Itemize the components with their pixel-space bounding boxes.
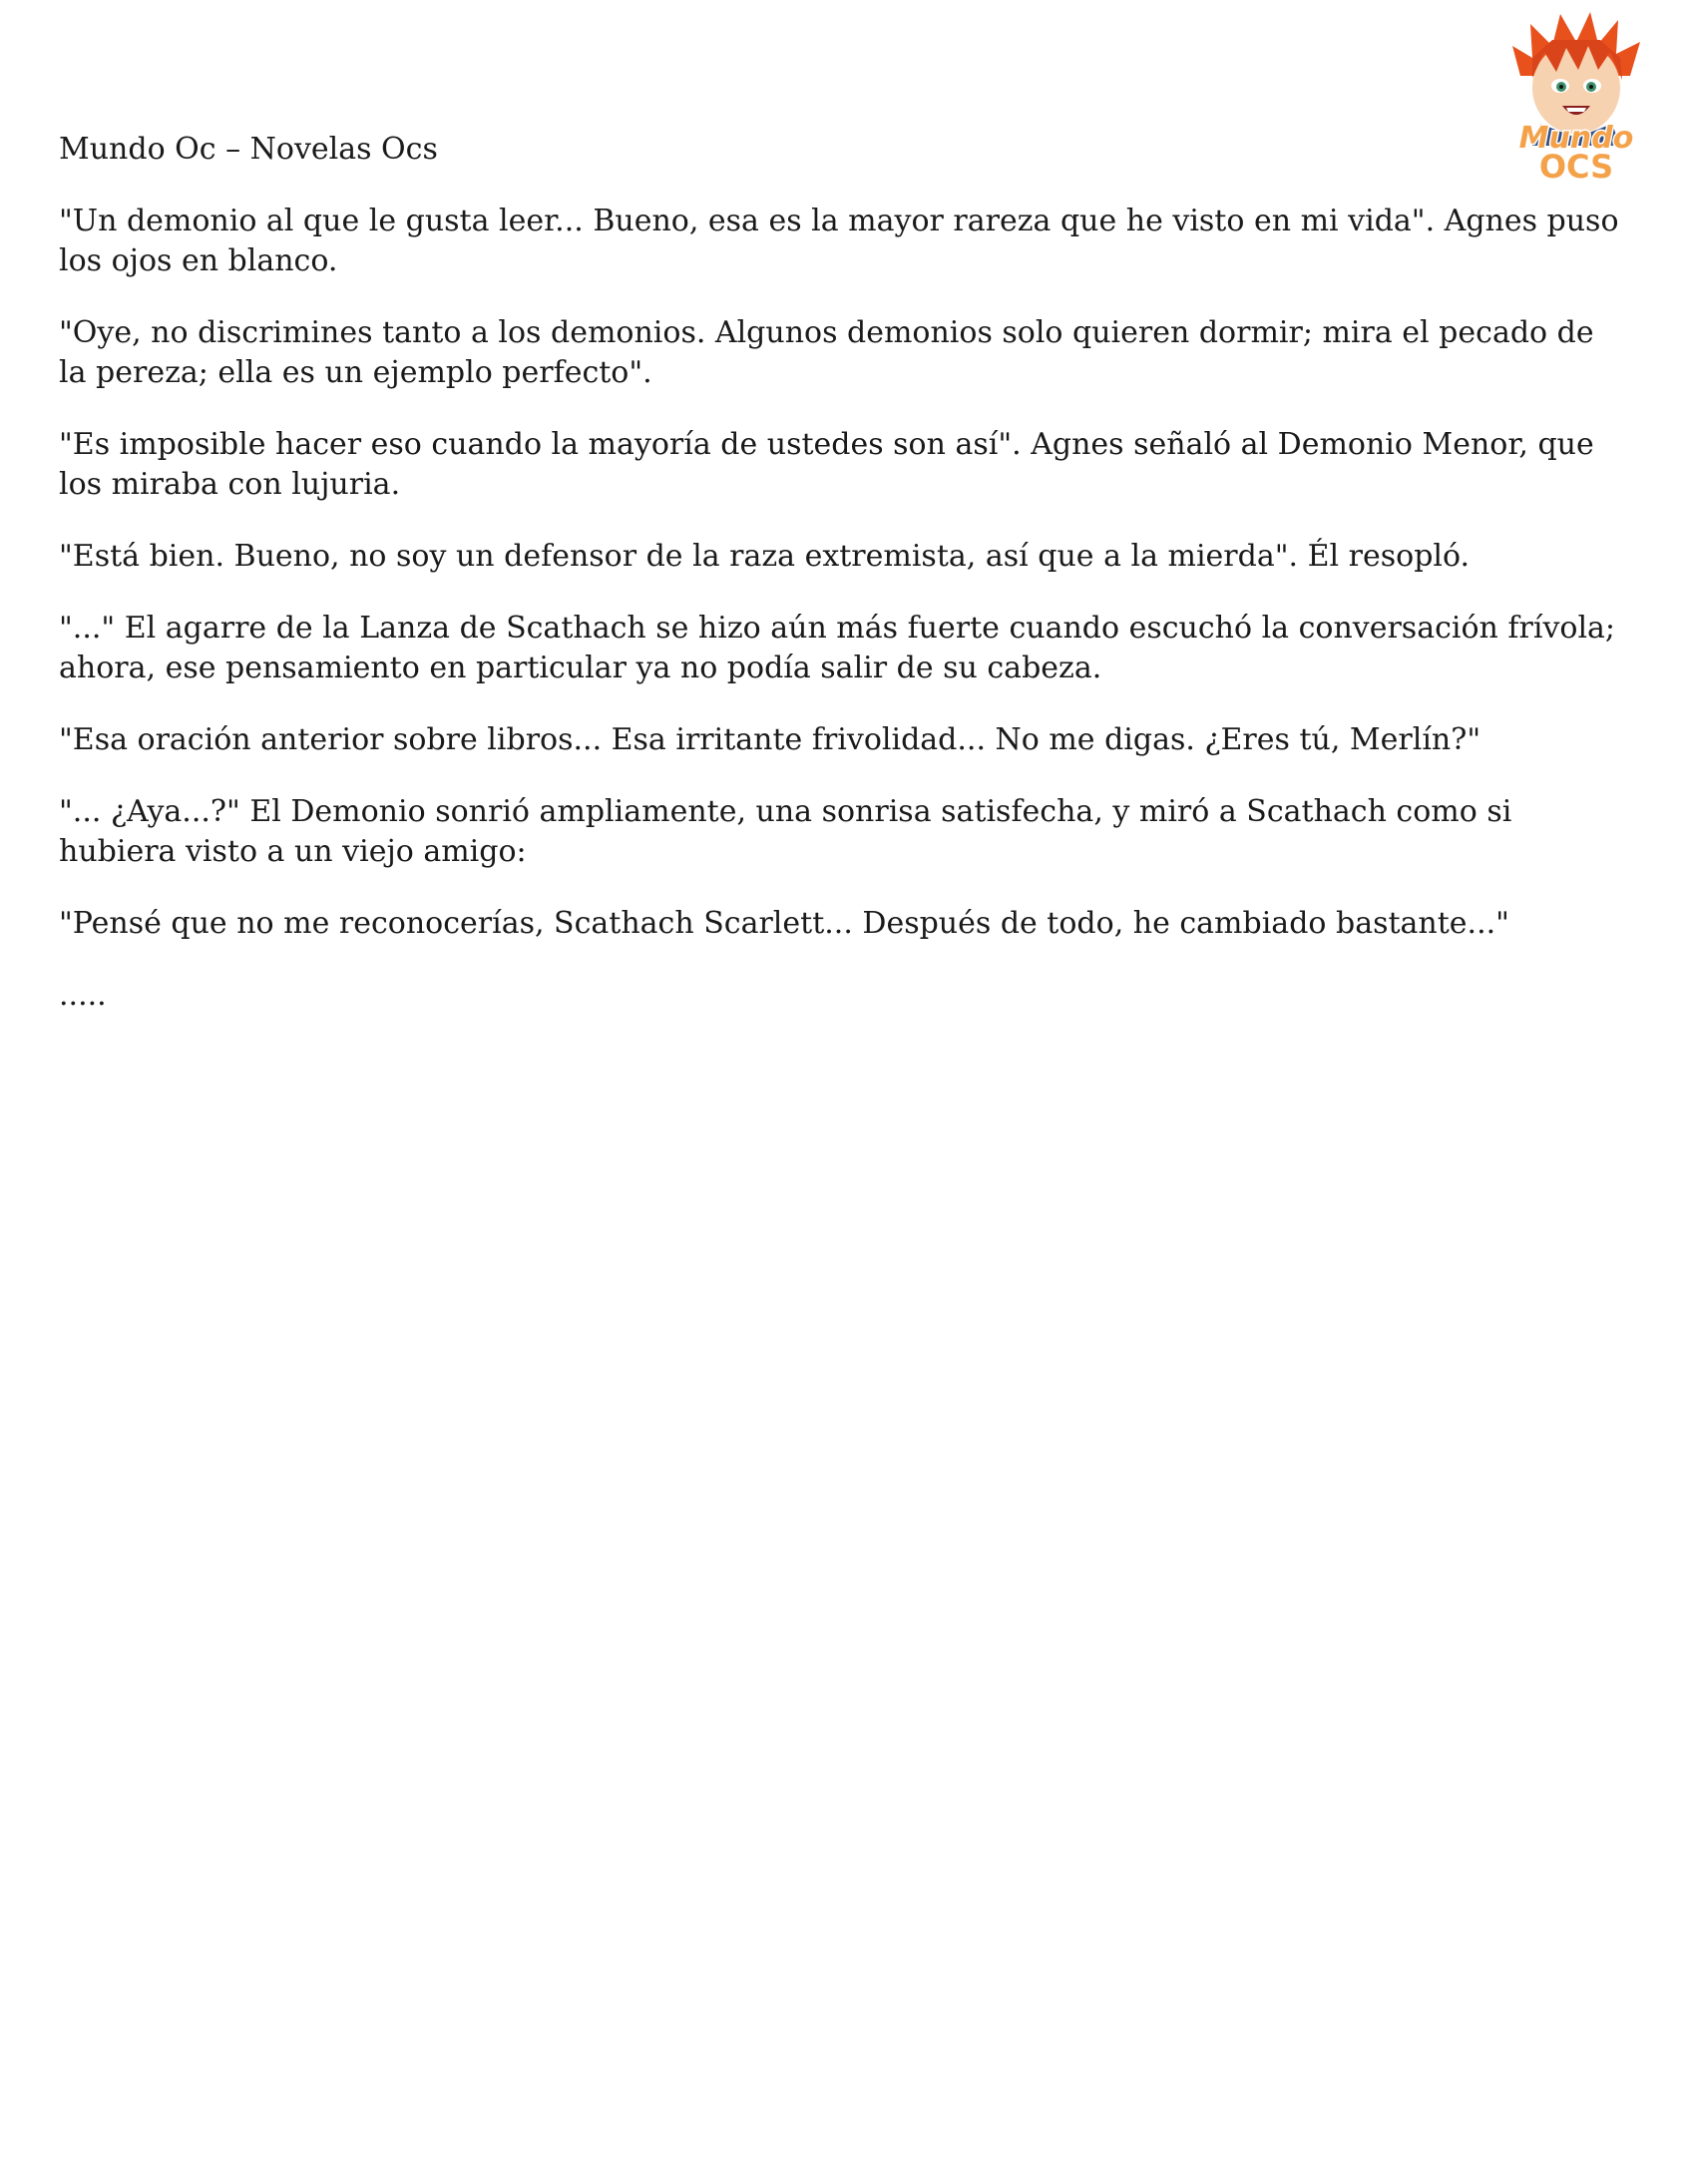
paragraph: ..... <box>59 978 107 1013</box>
logo-text-top: Mundo <box>1518 121 1634 156</box>
paragraph: "..." El agarre de la Lanza de Scathach se hizo aún más fuerte cuando escuchó la conversación frívola; ahora, ese pensamiento en particular ya no podía salir de su cabeza. <box>59 611 1616 685</box>
paragraph: "Oye, no discrimines tanto a los demonios. Algunos demonios solo quieren dormir; mira el pecado de la pereza; ella es un ejemplo perfecto". <box>59 315 1594 390</box>
page-header: Mundo Oc – Novelas Ocs <box>59 132 438 167</box>
logo-text-bottom: OCS <box>1538 148 1614 184</box>
paragraph: "Esa oración anterior sobre libros... Esa irritante frivolidad... No me digas. ¿Eres tú, Merlín?" <box>59 722 1481 757</box>
paragraph: "Está bien. Bueno, no soy un defensor de la raza extremista, así que a la mierda". Él resopló. <box>59 539 1471 574</box>
mundo-ocs-logo-icon <box>1490 6 1662 184</box>
paragraph: "Pensé que no me reconocerías, Scathach Scarlett... Después de todo, he cambiado bastante..." <box>59 906 1509 941</box>
document-body <box>59 202 1625 1048</box>
paragraph: "... ¿Aya...?" El Demonio sonrió ampliamente, una sonrisa satisfecha, y miró a Scathach como si hubiera visto a un viejo amigo: <box>59 794 1512 869</box>
paragraph: "Es imposible hacer eso cuando la mayoría de ustedes son así". Agnes señaló al Demonio Menor, que los miraba con lujuria. <box>59 427 1594 502</box>
paragraph: "Un demonio al que le gusta leer... Bueno, esa es la mayor rareza que he visto en mi vida". Agnes puso los ojos en blanco. <box>59 204 1619 278</box>
